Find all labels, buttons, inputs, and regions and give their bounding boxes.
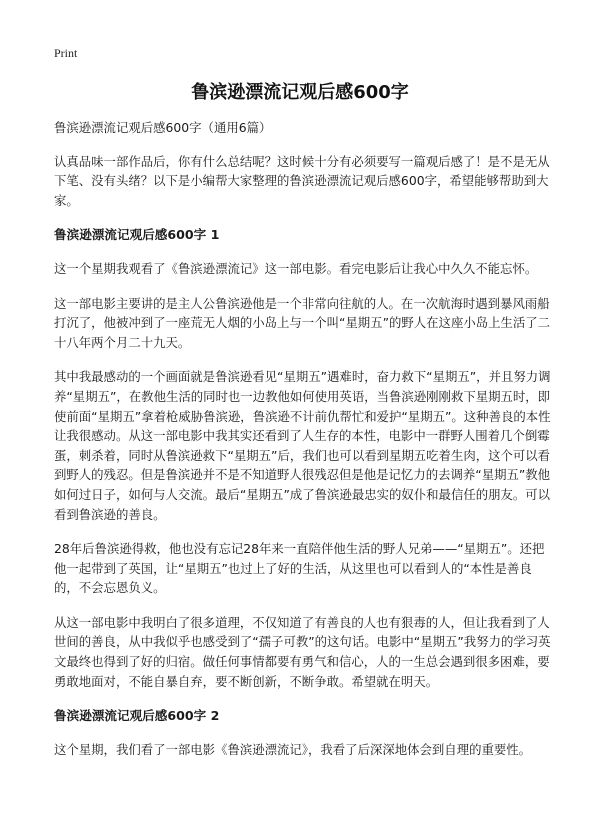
document-subtitle: 鲁滨逊漂流记观后感600字（通用6篇） — [54, 120, 272, 135]
print-link[interactable]: Print — [54, 46, 78, 60]
section-heading: 鲁滨逊漂流记观后感600字 2 — [54, 708, 220, 724]
intro-paragraph: 认真品味一部作品后，你有什么总结呢？这时候十分有必须要写一篇观后感了！是不是无从下笔、没有头绪？以下是小编帮大家整理的鲁滨逊漂流记观后感600字，希望能够帮助到大家。 — [54, 153, 550, 208]
section-paragraph: 这个星期，我们看了一部电影《鲁滨逊漂流记》，我看了后深深地体会到自理的重要性。 — [54, 741, 532, 757]
section-paragraph: 其中我最感动的一个画面就是鲁滨逊看见“星期五”遇难时，奋力救下“星期五”，并且努力调养“星期五”，在教他生活的同时也一边教他如何使用英语，当鲁滨逊刚刚救下星期五时，即使前面“星期五”拿着枪威胁鲁滨逊，鲁滨逊不计前仇帮忙和爱护“星期五”。这种善良的本性让我很感动。从这一部电影中我其实还看到了人生存的本性，电影中一群野人围着几个倒霉蛋，刺杀着，同时从鲁滨逊救下“星期五”后，我们也可以看到星期五吃着生肉，这个可以看到野人的残忍。但是鲁滨逊并不是不知道野人很残忍但是他是记忆力的去调养“星期五”教他如何过日子，如何与人交流。最后“星期五”成了鲁滨逊最忠实的奴仆和最信任的朋友。可以看到鲁滨逊的善良。 — [54, 369, 551, 522]
section-paragraph: 从这一部电影中我明白了很多道理，不仅知道了有善良的人也有狠毒的人，但让我看到了人世间的善良，从中我似乎也感受到了“孺子可教”的这句话。电影中“星期五”我努力的学习英文最终也得到了好的归宿。做任何事情都要有勇气和信心，人的一生总会遇到很多困难，要勇敢地面对，不能自暴自弃，要不断创新，不断争敢。希望就在明天。 — [54, 614, 551, 689]
document-title: 鲁滨逊漂流记观后感600字 — [191, 82, 409, 103]
section-paragraph: 这一个星期我观看了《鲁滨逊漂流记》这一部电影。看完电影后让我心中久久不能忘怀。 — [54, 260, 538, 276]
section-heading: 鲁滨逊漂流记观后感600字 1 — [54, 227, 220, 243]
section-paragraph: 这一部电影主要讲的是主人公鲁滨逊他是一个非常向往航的人。在一次航海时遇到暴风雨船打沉了，他被冲到了一座荒无人烟的小岛上与一个叫“星期五”的野人在这座小岛上生活了二十八年两个月二十九天。 — [54, 295, 551, 350]
section-paragraph: 28年后鲁滨逊得救，他也没有忘记28年来一直陪伴他生活的野人兄弟——“星期五”。还把他一起带到了英国，让“星期五”也过上了好的生活，从这里也可以看到人的“本性是善良的，不会忘恩负义。 — [54, 541, 545, 596]
document-body — [54, 118, 556, 774]
